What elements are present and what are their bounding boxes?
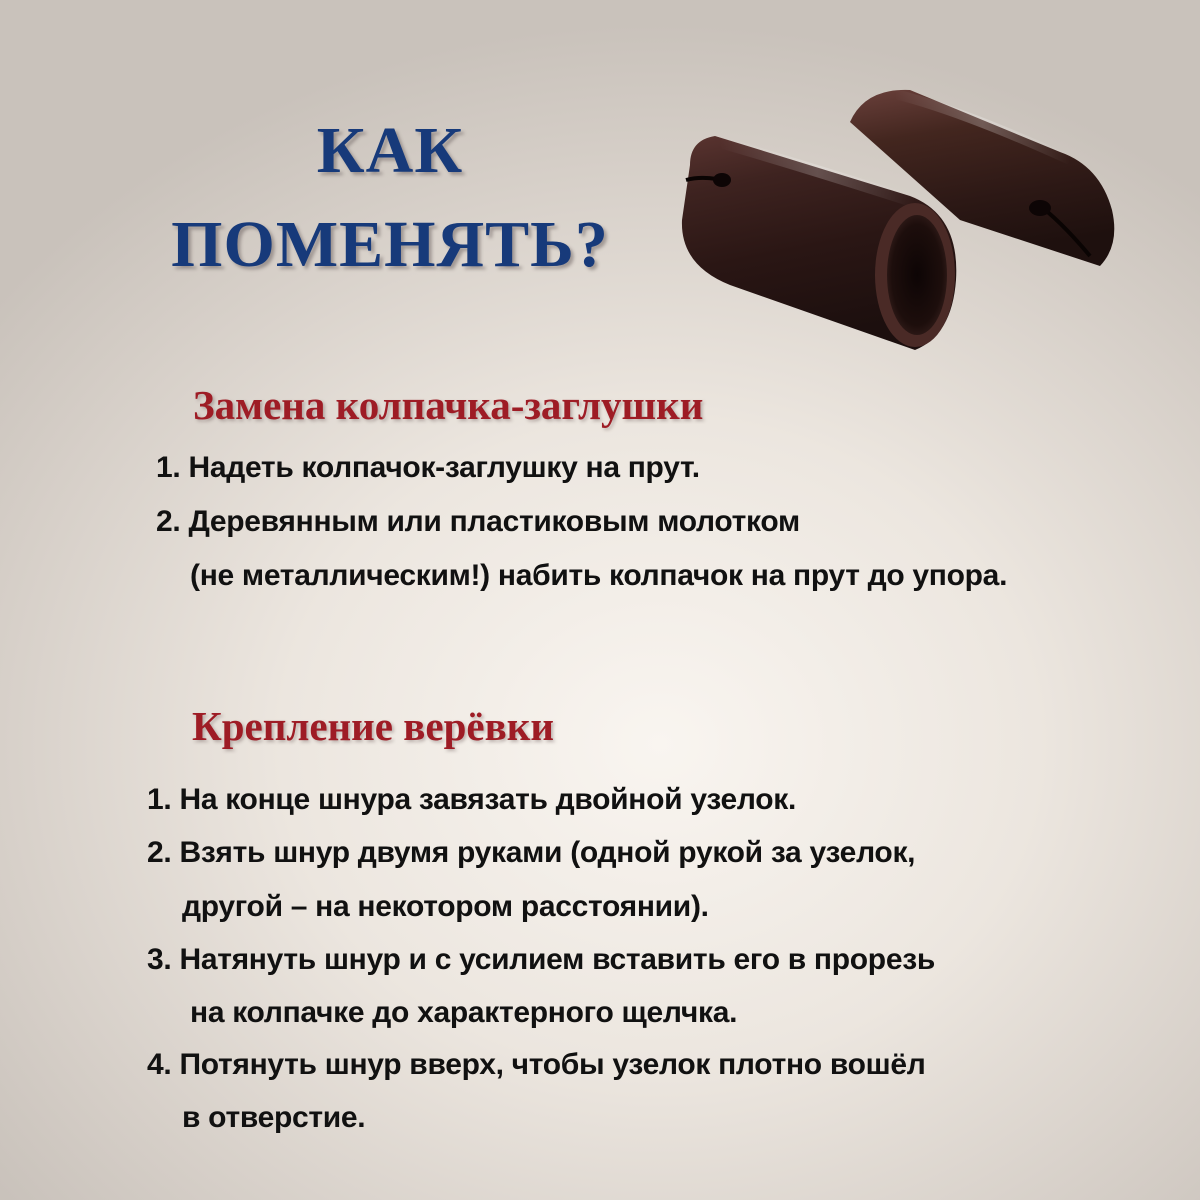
page-title-line-1: КАК xyxy=(316,114,464,187)
page-title-line-2: ПОМЕНЯТЬ? xyxy=(171,208,609,281)
rope-step-3: 3. Натянуть шнур и с усилием вставить его в прорезь xyxy=(147,943,935,976)
rope-step-4-continued: в отверстие. xyxy=(182,1101,366,1134)
rope-step-4: 4. Потянуть шнур вверх, чтобы узелок плотно вошёл xyxy=(147,1048,926,1081)
cap-step-1: 1. Надеть колпачок-заглушку на прут. xyxy=(156,451,700,484)
rope-step-2: 2. Взять шнур двумя руками (одной рукой за узелок, xyxy=(147,836,916,869)
cap-step-2-continued: (не металлическим!) набить колпачок на прут до упора. xyxy=(190,559,1008,592)
rope-step-1: 1. На конце шнура завязать двойной узелок. xyxy=(147,783,797,816)
section-title-rope-fastening: Крепление верёвки xyxy=(192,703,554,749)
rope-step-3-continued: на колпачке до характерного щелчка. xyxy=(190,996,738,1029)
section-title-cap-replacement: Замена колпачка-заглушки xyxy=(193,382,704,428)
rod-end-caps-image xyxy=(660,70,1140,380)
cap-step-2: 2. Деревянным или пластиковым молотком xyxy=(156,505,800,538)
rope-step-2-continued: другой – на некотором расстоянии). xyxy=(182,890,709,923)
